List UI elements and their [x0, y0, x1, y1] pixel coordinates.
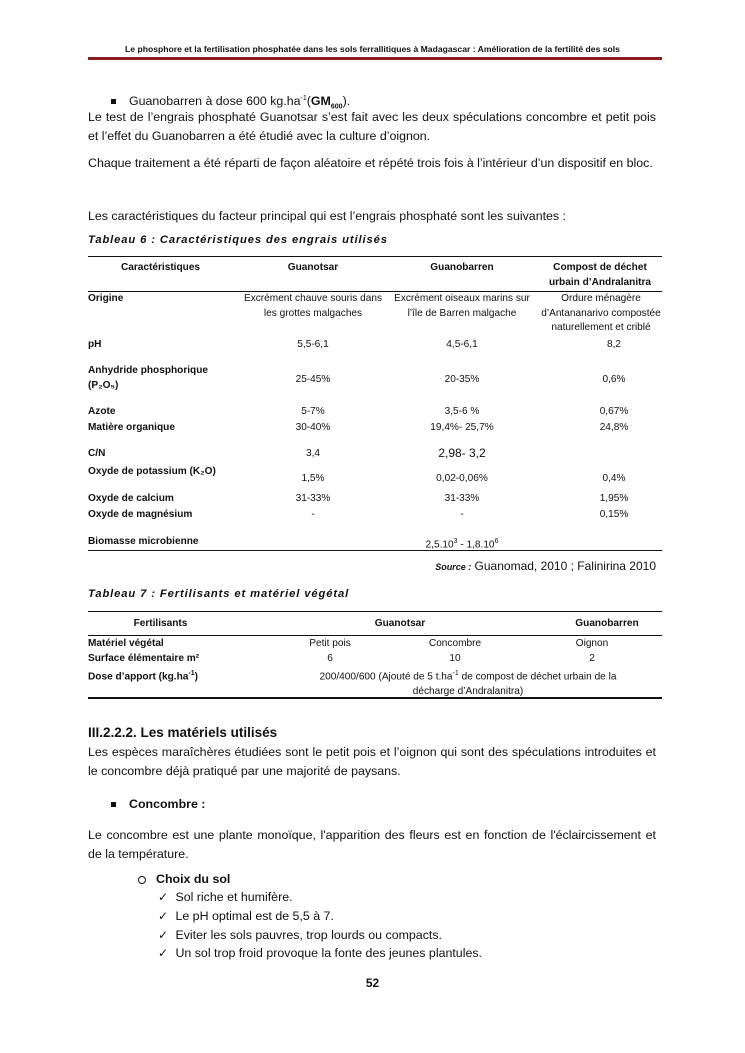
row-k2o-compost: 0,4% — [602, 473, 626, 484]
check-item: ✓ Sol riche et humifère. — [158, 888, 658, 907]
table7-top-rule — [88, 611, 662, 612]
section-paragraph-2: Le concombre est une plante monoïque, l'apparition des fleurs est en fonction de l'éclaircissement et de la température. — [88, 828, 656, 861]
row-origine-guanotsar: Excrément chauve souris dans les grottes malgaches — [243, 293, 382, 319]
row-anhydride-compost: 0,6% — [602, 374, 626, 385]
table6-header-guanotsar: Guanotsar — [287, 262, 339, 273]
concombre-bullet: Concombre : — [111, 795, 679, 814]
table7-bottom-rule — [88, 697, 662, 699]
section-paragraph-1: Les espèces maraîchères étudiées sont le petit pois et l’oignon qui sont des spéculations introduites et le concombre déjà pratiqué par une majorité de paysans. — [88, 745, 656, 778]
check-item: ✓ Un sol trop froid provoque la fonte des jeunes plantules. — [158, 944, 658, 963]
table6-top-rule — [88, 256, 662, 257]
row-mo-compost: 24,8% — [599, 422, 629, 433]
row-mgo-guanobarren: - — [460, 509, 464, 520]
table7-header-guanotsar: Guanotsar — [374, 618, 426, 629]
row-biomasse-label: Biomasse microbienne — [88, 536, 199, 547]
row-cao-label: Oxyde de calcium — [88, 493, 174, 504]
row-mgo-label: Oxyde de magnésium — [88, 509, 193, 520]
row-cn-guanobarren: 2,98- 3,2 — [438, 446, 486, 460]
row-origine-label: Origine — [88, 293, 124, 304]
row-azote-compost: 0,67% — [599, 406, 629, 417]
row-cn-guanotsar: 3,4 — [305, 448, 321, 459]
checkmark-icon: ✓ — [158, 909, 169, 923]
table6-caption: Tableau 6 : Caractéristiques des engrais utilisés — [88, 234, 388, 246]
running-header: Le phosphore et la fertilisation phosphatée dans les sols ferrallitiques à Madagascar : Amélioration de la fertilité des sols — [125, 44, 620, 54]
row-anhydride-label: Anhydride phosphorique (P₂O₅) — [88, 365, 209, 391]
table6-source: Source : Guanomad, 2010 ; Falinirina 2010 — [435, 559, 656, 573]
row-ph-compost: 8,2 — [606, 339, 622, 350]
intro-paragraph-1: Le test de l’engrais phosphaté Guanotsar s’est fait avec les deux spéculations concombre et petit pois et l’effet du Guanobarren a été étudié avec la culture d’oignon. — [88, 110, 656, 143]
t7-materiel-v3: Oignon — [575, 638, 609, 649]
table6-bottom-rule — [88, 550, 662, 551]
row-ph-guanotsar: 5,5-6,1 — [297, 339, 329, 350]
table6-header-guanobarren: Guanobarren — [430, 262, 494, 273]
intro-paragraph-3: Les caractéristiques du facteur principal qui est l’engrais phosphaté sont les suivantes : — [88, 209, 566, 223]
row-biomasse-value: 2,5.10$^3$ - 1,8.10$^6$ — [425, 538, 499, 551]
circle-bullet-icon — [138, 876, 146, 884]
row-mo-guanotsar: 30-40% — [295, 422, 331, 433]
row-azote-guanobarren: 3,5-6 % — [444, 406, 480, 417]
table6-header-compost: Compost de déchet urbain d’Andralanitra — [548, 262, 652, 288]
row-k2o-guanotsar: 1,5% — [301, 473, 325, 484]
square-bullet-icon — [111, 99, 116, 104]
row-k2o-guanobarren: 0,02-0,06% — [436, 473, 488, 484]
t7-surface-v3: 2 — [589, 653, 595, 664]
intro-bullet: Guanobarren à dose 600 $kg.ha^{-1}(GM_{600})$. — [111, 89, 679, 117]
row-k2o-label: Oxyde de potassium (K₂O) — [88, 466, 216, 477]
t7-dose-value: 200/400/600 (Ajouté de 5 $t.ha^{-1}$ de compost de déchet urbain de la décharge d’Andralanitra) — [319, 670, 617, 697]
checkmark-icon: ✓ — [158, 890, 169, 904]
check-item: ✓ Le pH optimal est de 5,5 à 7. — [158, 907, 658, 926]
section-heading: III.2.2.2. Les matériels utilisés — [88, 725, 278, 740]
row-mgo-guanotsar: - — [311, 509, 315, 520]
header-rule — [88, 57, 662, 60]
row-origine-guanobarren: Excrément oiseaux marins sur l’île de Barren malgache — [394, 293, 530, 319]
row-cn-label: C/N — [88, 448, 106, 459]
t7-materiel-v2: Concombre — [428, 638, 482, 649]
t7-surface-v2: 10 — [449, 653, 461, 664]
row-ph-label: pH — [88, 339, 102, 350]
row-anhydride-guanotsar: 25-45% — [295, 374, 331, 385]
check-item: ✓ Eviter les sols pauvres, trop lourds ou compacts. — [158, 926, 658, 945]
table7-header-guanobarren: Guanobarren — [575, 618, 639, 629]
checkmark-icon: ✓ — [158, 946, 169, 960]
row-anhydride-guanobarren: 20-35% — [444, 374, 480, 385]
row-mgo-compost: 0,15% — [599, 509, 629, 520]
table6-header-characteristics: Caractéristiques — [120, 262, 201, 273]
intro-paragraph-2: Chaque traitement a été réparti de façon aléatoire et répété trois fois à l’intérieur d’un dispositif en bloc. — [88, 156, 653, 170]
checkmark-icon: ✓ — [158, 928, 169, 942]
choix-du-sol-heading: Choix du sol — [138, 870, 706, 889]
row-azote-label: Azote — [88, 406, 116, 417]
row-origine-compost: Ordure ménagère d’Antananarivo compostée naturellement et criblé — [541, 293, 661, 333]
table7-caption: Tableau 7 : Fertilisants et matériel végétal — [88, 588, 350, 600]
square-bullet-icon — [111, 802, 116, 807]
row-cao-guanobarren: 31-33% — [444, 493, 480, 504]
row-cao-compost: 1,95% — [599, 493, 629, 504]
t7-materiel-v1: Petit pois — [309, 638, 351, 649]
t7-dose-label: Dose d’apport $(kg.ha^{-1})$ — [88, 670, 198, 683]
row-mo-guanobarren: 19,4%- 25,7% — [430, 422, 494, 433]
table7-header-rule — [88, 635, 662, 636]
t7-surface-label: Surface élémentaire m² — [88, 653, 200, 664]
t7-materiel-label: Matériel végétal — [88, 638, 164, 649]
row-ph-guanobarren: 4,5-6,1 — [446, 339, 478, 350]
row-mo-label: Matière organique — [88, 422, 175, 433]
row-azote-guanotsar: 5-7% — [301, 406, 325, 417]
page-number: 52 — [365, 976, 380, 990]
row-cao-guanotsar: 31-33% — [295, 493, 331, 504]
table7-header-fertilisants: Fertilisants — [133, 618, 188, 629]
t7-surface-v1: 6 — [327, 653, 333, 664]
